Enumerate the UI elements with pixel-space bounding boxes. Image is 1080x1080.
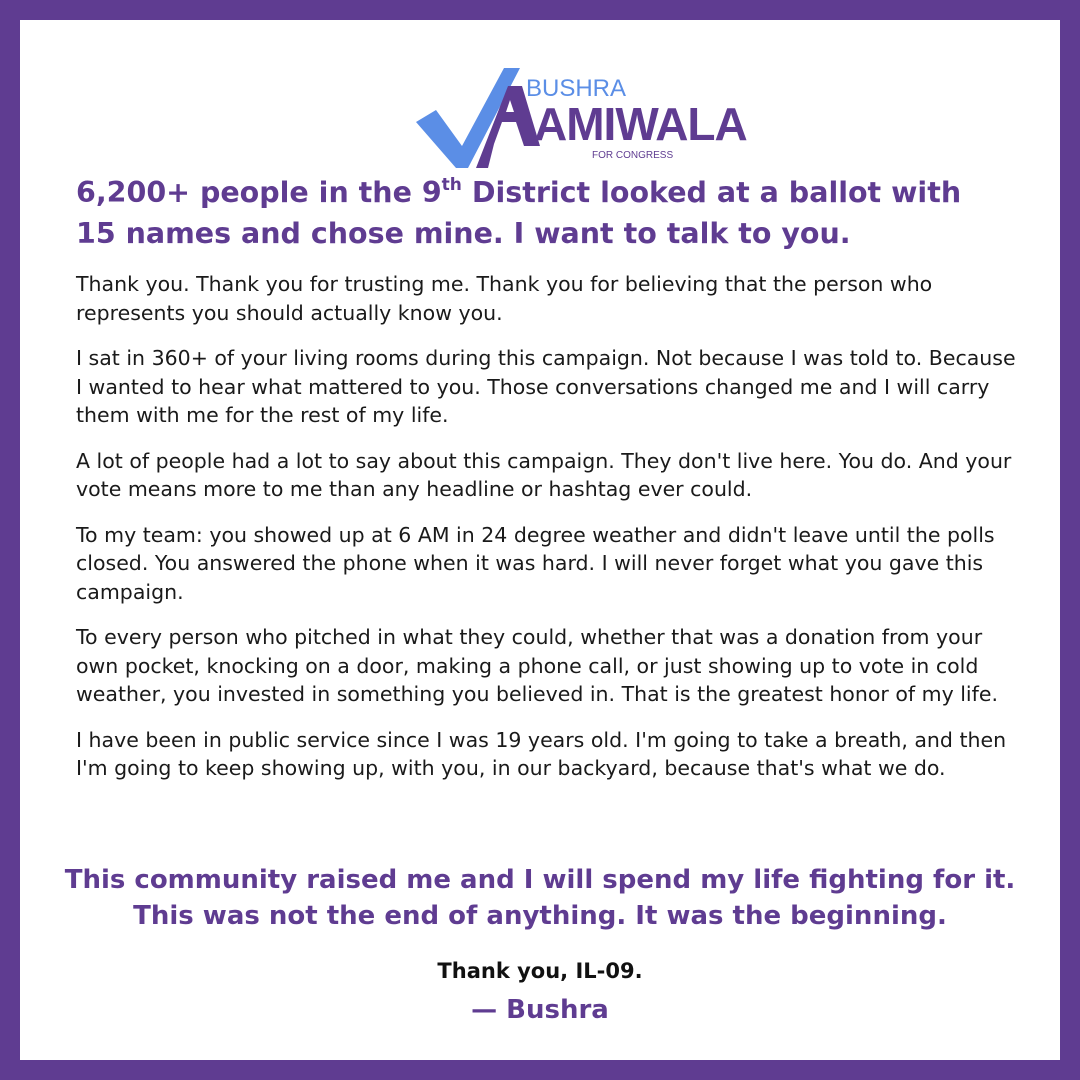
headline bbox=[76, 172, 1016, 254]
thanks-line: Thank you, IL-09. bbox=[437, 959, 643, 983]
closing-statement bbox=[40, 862, 1040, 934]
paragraph-team: To my team: you showed up at 6 AM in 24 degree weather and didn't leave until the polls closed. You answered the phone when it was hard. I will never forget what you gave this campaign. bbox=[76, 522, 995, 604]
headline-part1: 6,200+ people in the 9 bbox=[76, 176, 442, 209]
paragraph-living-rooms: I sat in 360+ of your living rooms during this campaign. Not because I was told to. Because I wanted to hear what mattered to you. Those conversations changed me and I will carry them with me for the rest of my life. bbox=[76, 346, 1016, 427]
closing-line-2: This was not the end of anything. It was the beginning. bbox=[133, 901, 947, 931]
logo-tagline: FOR CONGRESS bbox=[592, 150, 674, 161]
headline-part2: District looked at a ballot with bbox=[461, 176, 962, 209]
checkmark-a-icon bbox=[416, 62, 747, 170]
letter-body bbox=[76, 270, 1016, 800]
headline-superscript: th bbox=[441, 174, 462, 195]
letter-card bbox=[20, 20, 1060, 1060]
paragraph-thanks: Thank you. Thank you for trusting me. Thank you for believing that the person who represents you should actually know you. bbox=[76, 272, 933, 325]
paragraph-supporters: To every person who pitched in what they could, whether that was a donation from your own pocket, knocking on a door, making a phone call, or just showing up to vote in cold weather, you invested in something you believed in. That is the greatest honor of my life. bbox=[76, 625, 998, 706]
logo-last-name: AMIWALA bbox=[534, 98, 747, 150]
paragraph-vote: A lot of people had a lot to say about this campaign. They don't live here. You do. And your vote means more to me than any headline or hashtag ever could. bbox=[76, 448, 1012, 501]
campaign-logo bbox=[416, 62, 747, 170]
logo-first-name: BUSHRA bbox=[526, 75, 627, 102]
signature: — Bushra bbox=[471, 995, 609, 1025]
paragraph-public-service: I have been in public service since I was 19 years old. I'm going to take a breath, and then I'm going to keep showing up, with you, in our backyard, because that's what we do. bbox=[76, 727, 1007, 780]
closing-line-1: This community raised me and I will spend my life fighting for it. bbox=[64, 865, 1016, 895]
headline-line2: 15 names and chose mine. I want to talk to you. bbox=[76, 217, 851, 250]
